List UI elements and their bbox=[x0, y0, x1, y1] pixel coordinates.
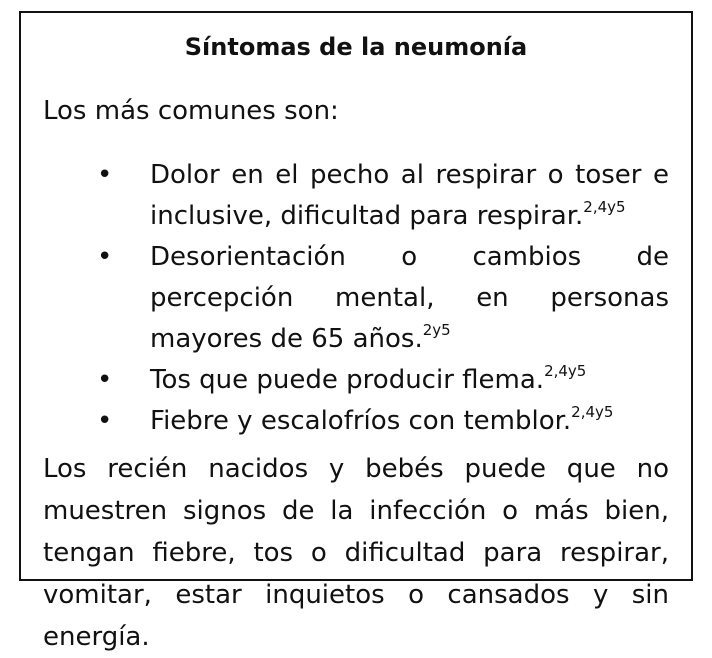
intro-text: Los más comunes son: bbox=[43, 96, 339, 126]
reference-superscript: 2,4y5 bbox=[583, 198, 626, 216]
symptom-text: Desorientación o cambios de percepción mental, en personas mayores de 65 años. bbox=[150, 242, 669, 354]
bullet-icon: • bbox=[97, 406, 113, 436]
reference-superscript: 2y5 bbox=[422, 321, 451, 339]
list-item bbox=[21, 237, 691, 360]
reference-superscript: 2,4y5 bbox=[571, 403, 614, 421]
content-box bbox=[19, 11, 693, 652]
symptom-text: Fiebre y escalofríos con temblor. bbox=[150, 406, 572, 436]
list-item bbox=[21, 360, 691, 401]
symptom-list bbox=[21, 155, 691, 442]
list-item bbox=[21, 401, 691, 442]
symptom-text: Dolor en el pecho al respirar o toser e inclusive, dificultad para respirar. bbox=[150, 160, 669, 231]
bullet-icon: • bbox=[97, 160, 113, 190]
bullet-icon: • bbox=[97, 365, 113, 395]
reference-superscript: 2,4y5 bbox=[544, 362, 587, 380]
page-title: Síntomas de la neumonía bbox=[184, 33, 528, 61]
bullet-icon: • bbox=[97, 242, 113, 272]
list-item bbox=[21, 155, 691, 237]
symptom-text: Tos que puede producir flema. bbox=[150, 365, 545, 395]
newborn-note: Los recién nacidos y bebés puede que no muestren signos de la infección o más bien, tengan fiebre, tos o dificultad para respirar, vomitar, estar inquietos o cansados y sin energía. bbox=[43, 454, 669, 652]
